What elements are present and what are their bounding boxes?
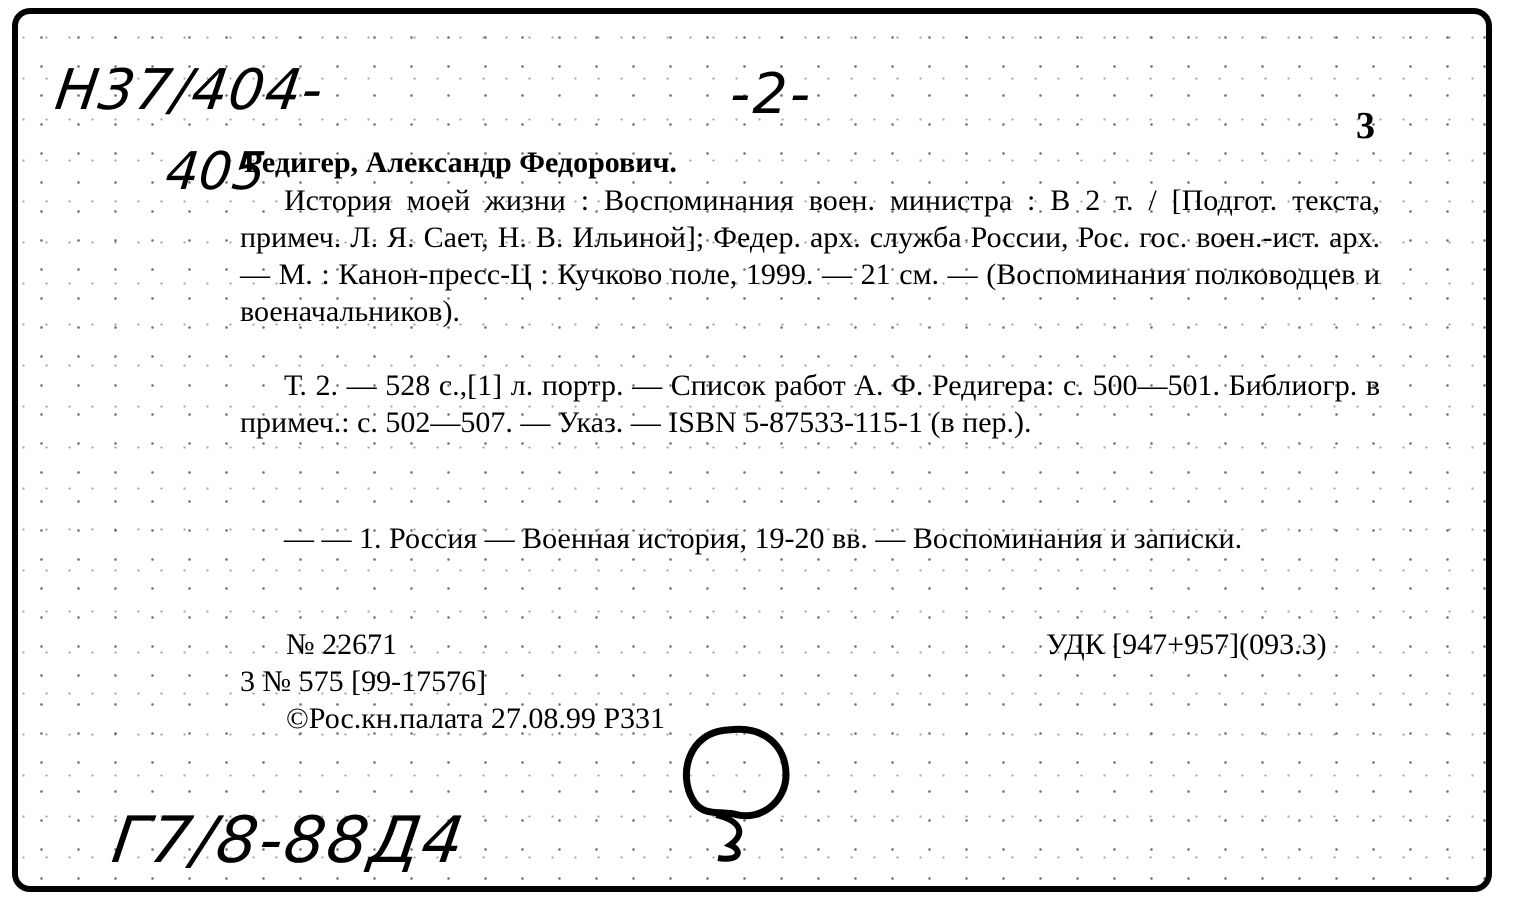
catalog-card bbox=[12, 8, 1492, 892]
udk-code: УДК [947+957](093.3) bbox=[1046, 628, 1327, 661]
title-description: История моей жизни : Воспоминания воен. министра : В 2 т. / [Подгот. текста, примеч. Л. Я. Сает, Н. В. Ильиной]; Федер. арх. служба России, Рос. гос. воен.-ист. арх. — М. : Канон-пресс-Ц : Кучково поле, 1999. — 21 см. — (Воспоминания полководцев и военачальников). bbox=[240, 184, 1380, 328]
handwritten-bottom-code: Г7/8-88Д4 bbox=[107, 804, 471, 878]
registry-number: 3 № 575 [99-17576] bbox=[240, 665, 487, 698]
handwritten-shelf-mark: Н37/404- bbox=[51, 58, 328, 123]
handwritten-extra-mark: 405 bbox=[162, 142, 269, 202]
handwritten-page-mark: -2- bbox=[730, 62, 813, 127]
copyright-line: ©Рос.кн.палата 27.08.99 Р331 bbox=[286, 702, 666, 735]
card-number: 3 bbox=[1356, 105, 1375, 147]
ink-scribble-mark bbox=[668, 720, 808, 870]
volume-description: Т. 2. — 528 с.,[1] л. портр. — Список работ А. Ф. Редигера: с. 500—501. Библиогр. в примеч.: с. 502—507. — Указ. — ISBN 5-87533-115-1 (в пер.). bbox=[240, 369, 1380, 439]
subject-line: — — 1. Россия — Военная история, 19-20 вв. — Воспоминания и записки. bbox=[284, 522, 1243, 555]
record-number: № 22671 bbox=[286, 628, 398, 661]
author-heading: Редигер, Александр Федорович. bbox=[244, 146, 677, 179]
